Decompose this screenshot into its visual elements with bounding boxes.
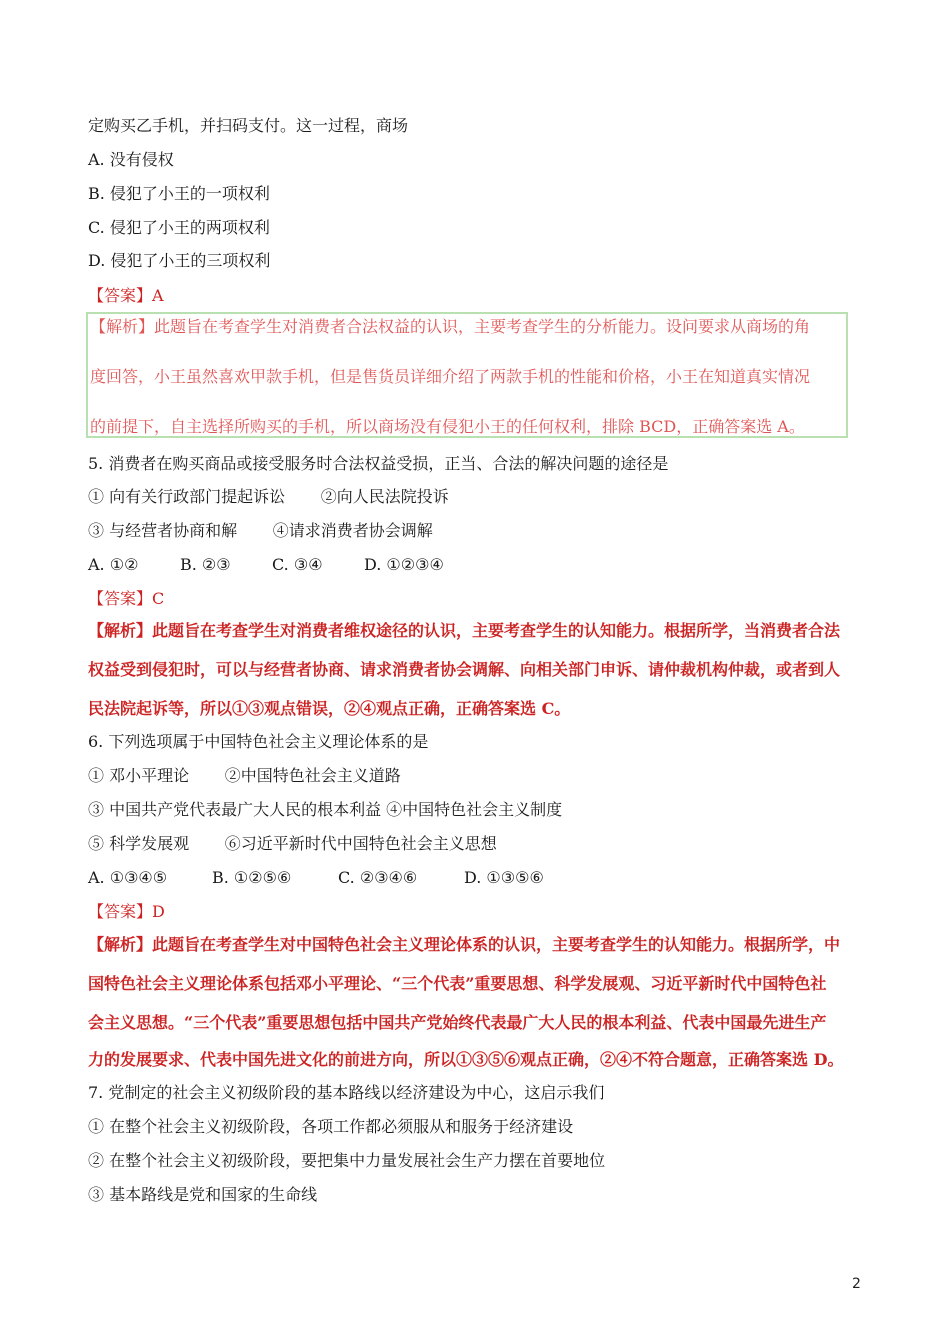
q4-option-c: C. 侵犯了小王的两项权利 [88, 218, 270, 237]
q6-option-c: C. ②③④⑥ [338, 868, 418, 887]
q5-option-a: A. ①② [88, 555, 139, 574]
q5-option-b: B. ②③ [180, 555, 231, 574]
q4-answer: 【答案】A [88, 286, 164, 305]
q5-option-d: D. ①②③④ [364, 555, 444, 574]
q6-analysis-line-4: 力的发展要求、代表中国先进文化的前进方向，所以①③⑤⑥观点正确，②④不符合题意，正确答案选 D。 [88, 1050, 844, 1069]
q6-items-3: ⑤ 科学发展观 ⑥习近平新时代中国特色社会主义思想 [88, 834, 497, 853]
q6-option-d: D. ①③⑤⑥ [464, 868, 544, 887]
q7-item-3: ③ 基本路线是党和国家的生命线 [88, 1185, 318, 1204]
q4-analysis-line-2: 度回答，小王虽然喜欢甲款手机，但是售货员详细介绍了两款手机的性能和价格，小王在知道真实情况 [90, 367, 811, 386]
q6-stem: 6. 下列选项属于中国特色社会主义理论体系的是 [88, 732, 429, 751]
q6-analysis-line-3: 会主义思想。“三个代表”重要思想包括中国共产党始终代表最广大人民的根本利益、代表中国最先进生产 [88, 1013, 827, 1032]
q6-items-1: ① 邓小平理论 ②中国特色社会主义道路 [88, 766, 401, 785]
q4-stem-tail: 定购买乙手机，并扫码支付。这一过程，商场 [88, 116, 409, 135]
q4-analysis-line-1: 【解析】此题旨在考查学生对消费者合法权益的认识，主要考查学生的分析能力。设问要求从商场的角 [90, 317, 811, 336]
q6-items-2: ③ 中国共产党代表最广大人民的根本利益 ④中国特色社会主义制度 [88, 800, 563, 819]
q4-option-a: A. 没有侵权 [88, 150, 174, 169]
q5-option-c: C. ③④ [272, 555, 323, 574]
q5-answer: 【答案】C [88, 589, 165, 608]
q5-items-1: ① 向有关行政部门提起诉讼 ②向人民法院投诉 [88, 487, 449, 506]
page-number: 2 [852, 1276, 861, 1292]
q5-analysis-line-2: 权益受到侵犯时，可以与经营者协商、请求消费者协会调解、向相关部门申诉、请仲裁机构仲裁，或者到人 [88, 660, 841, 679]
q4-analysis-line-3: 的前提下，自主选择所购买的手机，所以商场没有侵犯小王的任何权利，排除 BCD，正确答案选 A。 [90, 417, 805, 436]
q5-items-2: ③ 与经营者协商和解 ④请求消费者协会调解 [88, 521, 433, 540]
q7-item-1: ① 在整个社会主义初级阶段，各项工作都必须服从和服务于经济建设 [88, 1117, 574, 1136]
q7-stem: 7. 党制定的社会主义初级阶段的基本路线以经济建设为中心，这启示我们 [88, 1083, 605, 1102]
q6-options [88, 867, 544, 889]
q5-stem: 5. 消费者在购买商品或接受服务时合法权益受损，正当、合法的解决问题的途径是 [88, 454, 669, 473]
q6-option-b: B. ①②⑤⑥ [212, 868, 292, 887]
q7-item-2: ② 在整个社会主义初级阶段，要把集中力量发展社会生产力摆在首要地位 [88, 1151, 606, 1170]
q6-analysis-line-2: 国特色社会主义理论体系包括邓小平理论、“三个代表”重要思想、科学发展观、习近平新时代中国特色社 [88, 974, 827, 993]
q4-option-b: B. 侵犯了小王的一项权利 [88, 184, 270, 203]
q6-analysis-line-1: 【解析】此题旨在考查学生对中国特色社会主义理论体系的认识，主要考查学生的认知能力。根据所学，中 [88, 935, 841, 954]
q5-analysis-line-3: 民法院起诉等，所以①③观点错误，②④观点正确，正确答案选 C。 [88, 699, 571, 718]
q4-option-d: D. 侵犯了小王的三项权利 [88, 251, 271, 270]
q6-option-a: A. ①③④⑤ [88, 868, 168, 887]
q5-analysis-line-1: 【解析】此题旨在考查学生对消费者维权途径的认识，主要考查学生的认知能力。根据所学，当消费者合法 [88, 621, 841, 640]
q6-answer: 【答案】D [88, 902, 165, 921]
q5-options [88, 554, 444, 576]
